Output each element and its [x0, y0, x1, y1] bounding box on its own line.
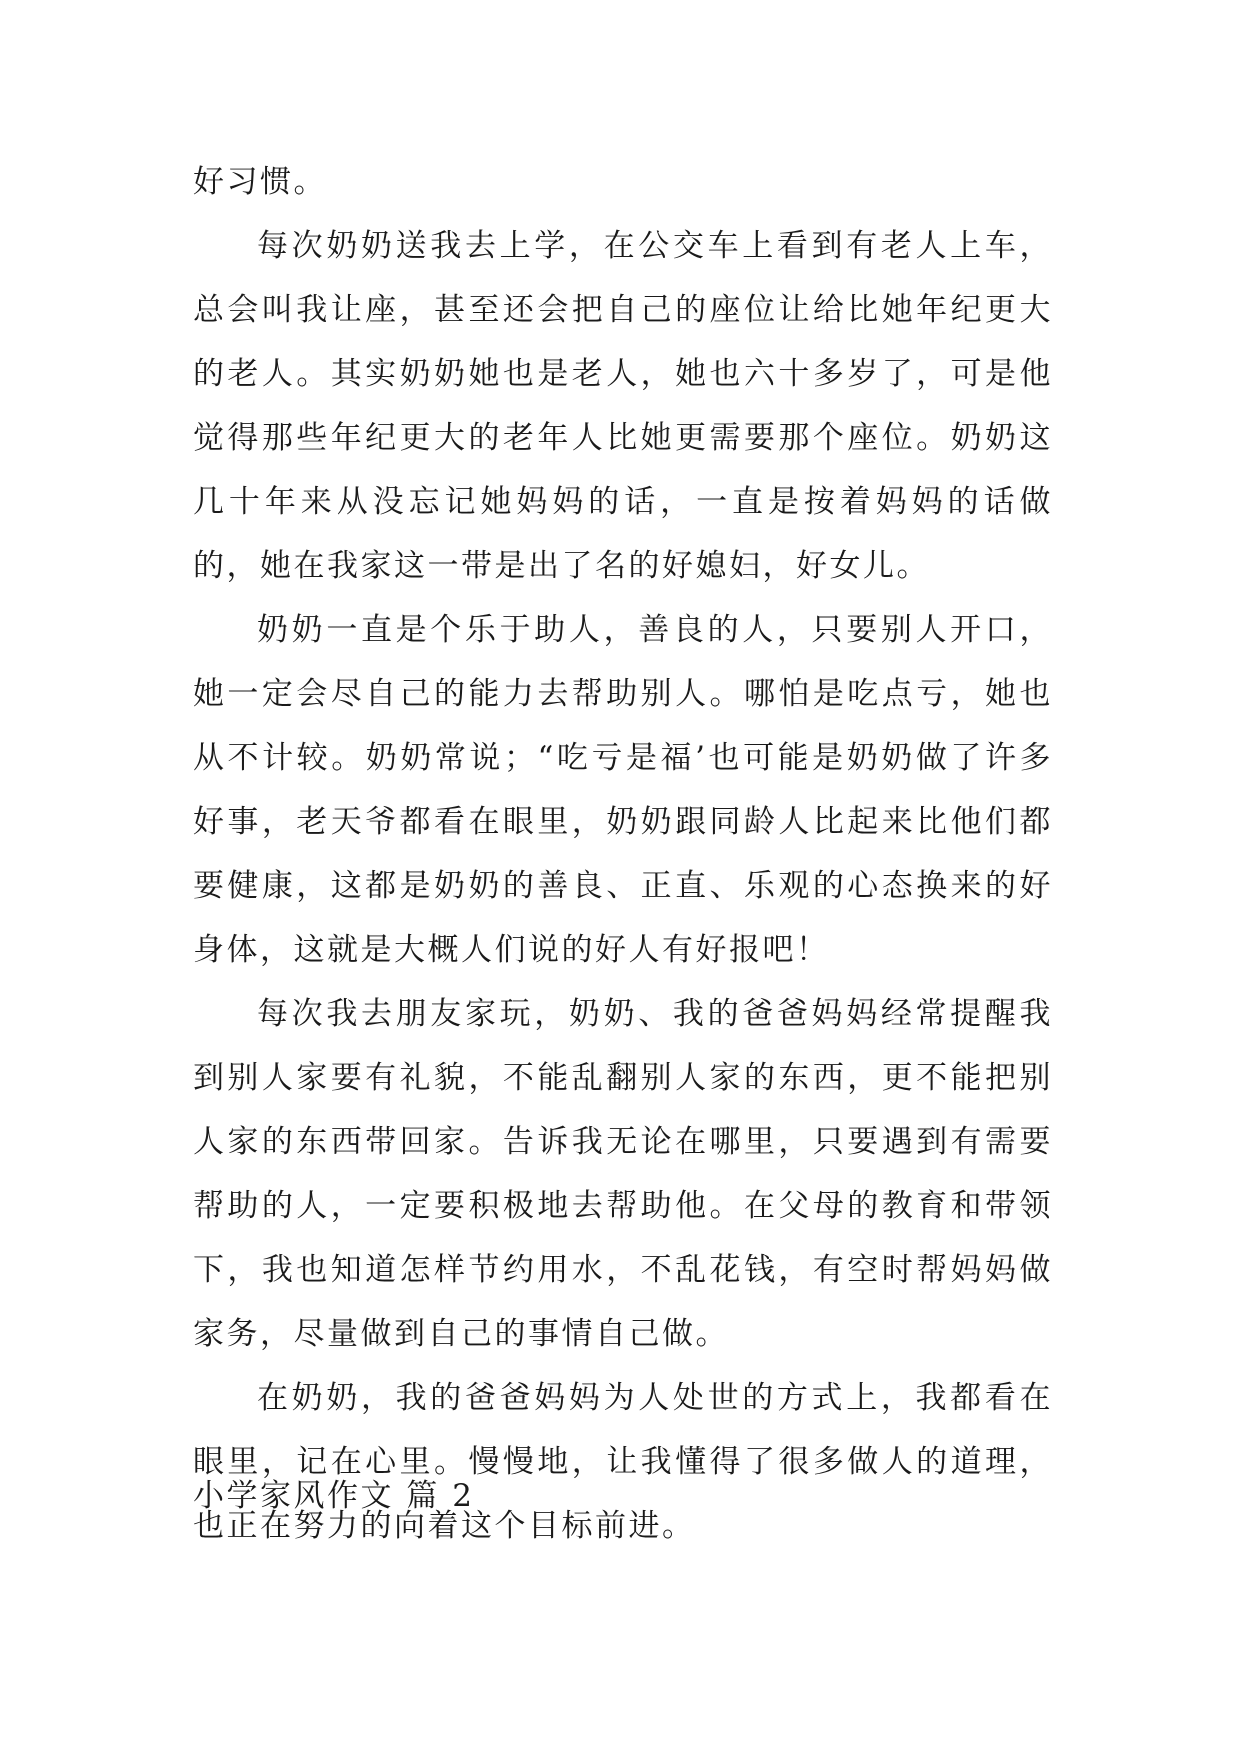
paragraph-bus-seat: 每次奶奶送我去上学，在公交车上看到有老人上车，总会叫我让座，甚至还会把自己的座位让给比她年纪更大的老人。其实奶奶她也是老人，她也六十多岁了，可是他觉得那些年纪更大的老年人比她更需要那个座位。奶奶这几十年来从没忘记她妈妈的话，一直是按着妈妈的话做的，她在我家这一带是出了名的好媳妇，好女儿。 [193, 228, 1053, 584]
article-body [193, 150, 1053, 1558]
paragraph-continuation: 好习惯。 [193, 164, 327, 200]
paragraph-conclusion: 在奶奶，我的爸爸妈妈为人处世的方式上，我都看在眼里，记在心里。慢慢地，让我懂得了很多做人的道理，也正在努力的向着这个目标前进。 [193, 1380, 1053, 1544]
section-title: 小学家风作文 篇 2 [193, 1478, 475, 1514]
paragraph-visiting-friends: 每次我去朋友家玩，奶奶、我的爸爸妈妈经常提醒我到别人家要有礼貌，不能乱翻别人家的东西，更不能把别人家的东西带回家。告诉我无论在哪里，只要遇到有需要帮助的人，一定要积极地去帮助他。在父母的教育和带领下，我也知道怎样节约用水，不乱花钱，有空时帮妈妈做家务，尽量做到自己的事情自己做。 [193, 996, 1053, 1352]
paragraph-helping-others: 奶奶一直是个乐于助人，善良的人，只要别人开口，她一定会尽自己的能力去帮助别人。哪怕是吃点亏，她也从不计较。奶奶常说；“吃亏是福’也可能是奶奶做了许多好事，老天爷都看在眼里，奶奶跟同龄人比起来比他们都要健康，这都是奶奶的善良、正直、乐观的心态换来的好身体，这就是大概人们说的好人有好报吧！ [193, 612, 1053, 968]
